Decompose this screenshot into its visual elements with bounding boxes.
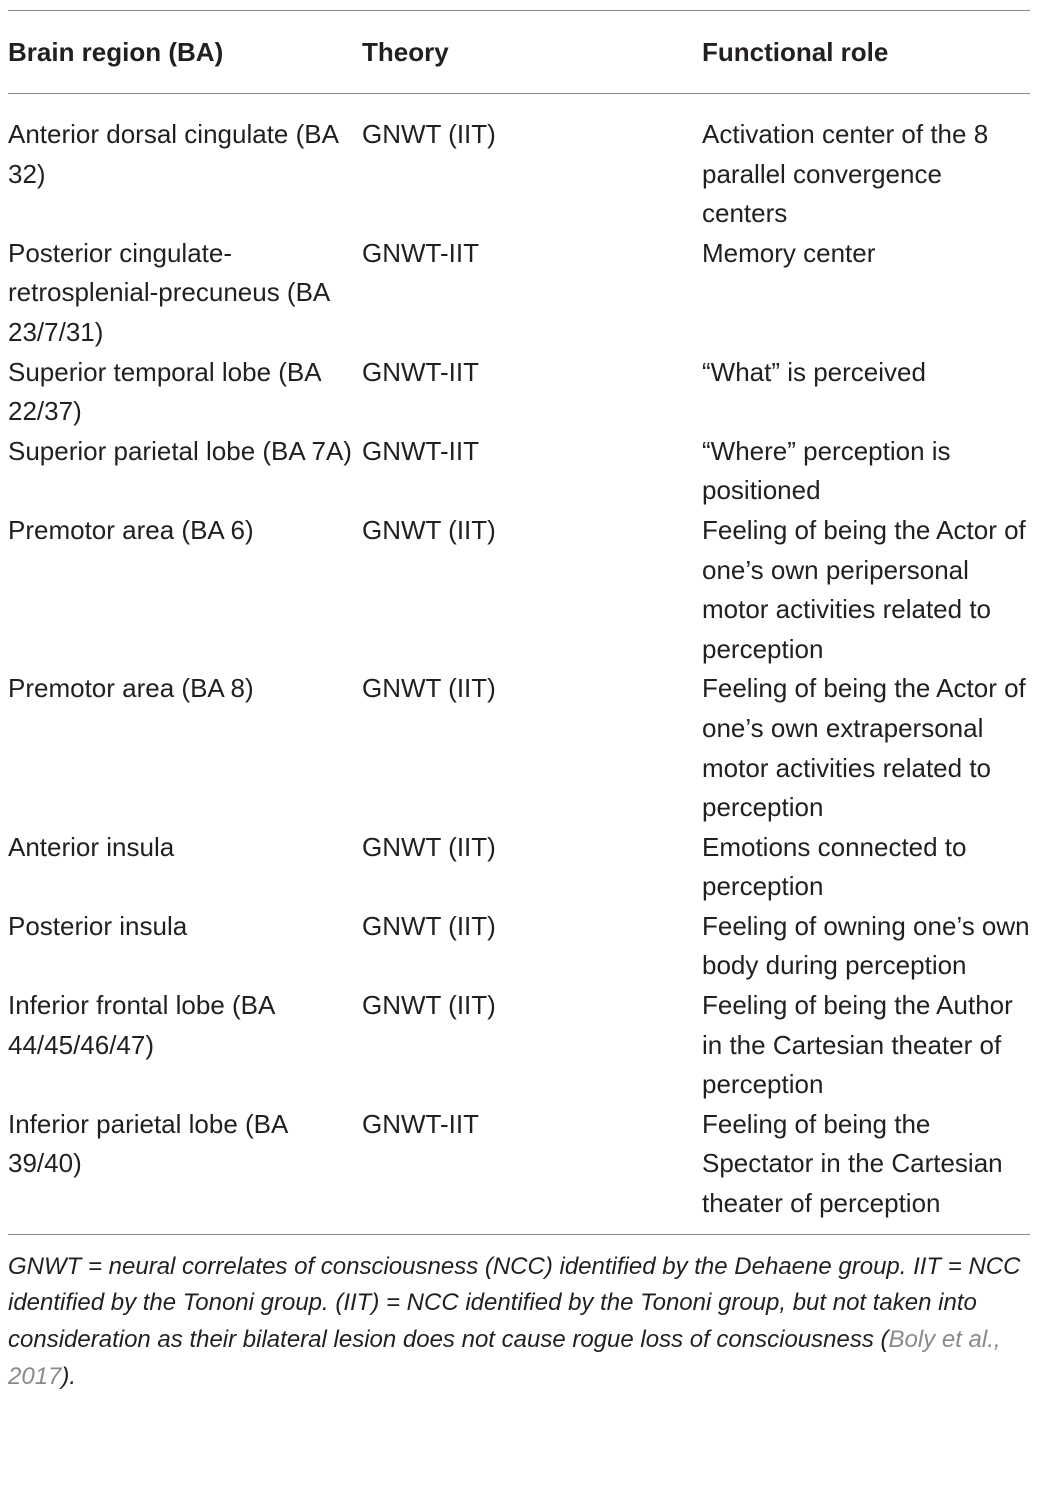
header-role: Functional role bbox=[702, 37, 889, 67]
cell-role: Feeling of being the Spectator in the Cartesian theater of perception bbox=[702, 1108, 1003, 1219]
cell-role: “Where” perception is positioned bbox=[702, 435, 951, 506]
cell-theory: GNWT (IIT) bbox=[362, 910, 496, 941]
brain-region-table-body bbox=[8, 94, 1030, 1234]
cell-role: Feeling of owning one’s own body during perception bbox=[702, 910, 1030, 981]
cell-role: Activation center of the 8 parallel convergence centers bbox=[702, 119, 989, 229]
table-row bbox=[8, 986, 1030, 1105]
cell-region: Superior temporal lobe (BA 22/37) bbox=[8, 356, 321, 427]
cell-theory: GNWT (IIT) bbox=[362, 119, 496, 149]
cell-region: Superior parietal lobe (BA 7A) bbox=[8, 435, 352, 466]
table-row bbox=[8, 94, 1030, 234]
table-row bbox=[8, 353, 1030, 432]
cell-region: Inferior frontal lobe (BA 44/45/46/47) bbox=[8, 990, 274, 1060]
cell-role: Feeling of being the Actor of one’s own extrapersonal motor activities related to perception bbox=[702, 673, 1026, 823]
cell-region: Premotor area (BA 8) bbox=[8, 673, 254, 704]
cell-region: Anterior dorsal cingulate (BA 32) bbox=[8, 119, 338, 189]
cell-role: Feeling of being the Author in the Cartesian theater of perception bbox=[702, 990, 1013, 1100]
cell-theory: GNWT (IIT) bbox=[362, 673, 496, 704]
table-header bbox=[8, 11, 1030, 93]
table-row bbox=[8, 511, 1030, 669]
cell-region: Anterior insula bbox=[8, 831, 175, 862]
cell-role: Feeling of being the Actor of one’s own peripersonal motor activities related to perception bbox=[702, 514, 1026, 664]
cell-theory: GNWT-IIT bbox=[362, 356, 479, 387]
cell-theory: GNWT-IIT bbox=[362, 1108, 479, 1139]
table-row bbox=[8, 1105, 1030, 1234]
cell-region: Posterior cingulate-retrosplenial-precuneus (BA 23/7/31) bbox=[8, 237, 329, 347]
cell-region: Inferior parietal lobe (BA 39/40) bbox=[8, 1108, 287, 1179]
table-row bbox=[8, 432, 1030, 511]
footnote-text: GNWT = neural correlates of consciousness (NCC) identified by the Dehaene group. IIT = NCC identified by the Tononi group. (IIT) = NCC identified by the Tononi group, but not taken into consideration as their bilateral lesion does not cause rogue loss of consciousness ( bbox=[8, 1252, 1021, 1354]
footnote-closing: ). bbox=[61, 1363, 77, 1391]
cell-theory: GNWT-IIT bbox=[362, 435, 479, 466]
table-row bbox=[8, 234, 1030, 353]
header-theory: Theory bbox=[362, 37, 449, 67]
cell-role: “What” is perceived bbox=[702, 356, 926, 387]
cell-role: Emotions connected to perception bbox=[702, 831, 967, 902]
table-footnote bbox=[8, 1235, 1030, 1396]
table-row bbox=[8, 828, 1030, 907]
brain-region-table bbox=[8, 11, 1030, 93]
table-body bbox=[8, 94, 1030, 1234]
table-container bbox=[8, 10, 1030, 1396]
table-row bbox=[8, 669, 1030, 827]
header-row bbox=[8, 11, 1030, 93]
cell-theory: GNWT (IIT) bbox=[362, 514, 496, 545]
table-row bbox=[8, 907, 1030, 986]
cell-theory: GNWT (IIT) bbox=[362, 831, 496, 862]
cell-region: Posterior insula bbox=[8, 910, 188, 941]
cell-region: Premotor area (BA 6) bbox=[8, 514, 254, 545]
header-region: Brain region (BA) bbox=[8, 37, 224, 67]
cell-theory: GNWT-IIT bbox=[362, 237, 479, 268]
cell-role: Memory center bbox=[702, 237, 876, 268]
cell-theory: GNWT (IIT) bbox=[362, 990, 496, 1021]
citation-link[interactable]: Boly et al., 2017 bbox=[8, 1326, 1001, 1391]
